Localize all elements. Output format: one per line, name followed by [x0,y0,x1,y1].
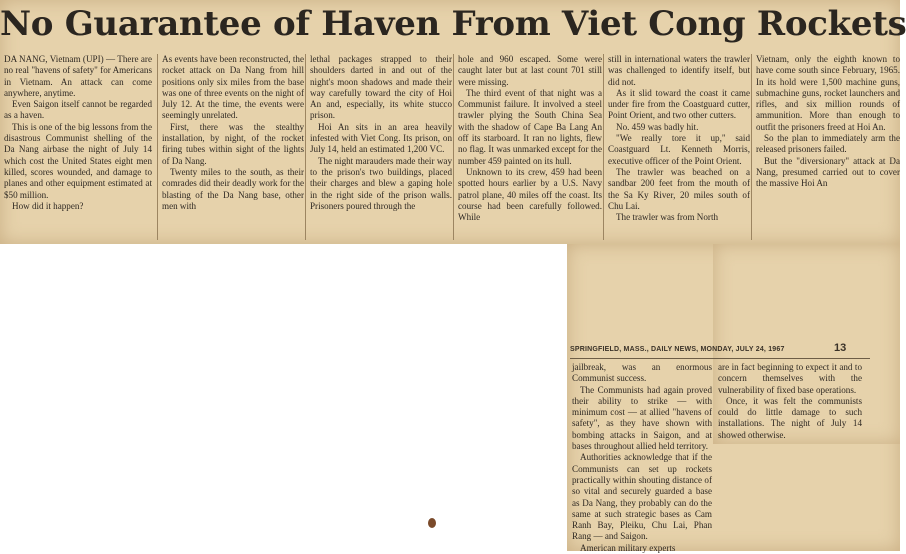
paragraph: Even Saigon itself cannot be regarded as a haven. [4,99,152,121]
paragraph: The trawler was from North [616,212,719,223]
paragraph: The night marauders made their way to the prison's two buildings, placed their charges and blew a gaping hole in the right side of the prison walls. Prisoners poured through the [310,155,452,211]
paragraph: Once, it was felt the communists could do little damage to such installations. The night of July 14 showed otherwise. [718,395,862,440]
paragraph: How did it happen? [12,200,84,211]
paragraph: So the plan to immediately arm the released prisoners failed. [756,133,900,155]
ink-stain [428,518,436,528]
paragraph: Twenty miles to the south, as their comrades did their deadly work for the blasting of the Da Nang base, other men with [162,166,304,211]
continuation-column-1 [572,362,712,553]
article-column-4 [458,54,602,242]
continuation-column-2 [718,362,862,446]
paragraph: The third event of that night was a Communist failure. It involved a steel trawler plying the South China Sea with the shadow of Cape Ba Lang An off its starboard. It ran no lights, flew no flag. It was unmarked except for the number 459 painted on its hull. [458,87,602,166]
dateline-rule [570,358,870,359]
paragraph: But the "diversionary" attack at Da Nang, presumed carried out to cover the massive Hoi An [756,155,900,189]
article-column-5 [608,54,750,242]
paragraph: still in international waters the trawler was challenged to identify itself, but did not. [608,54,750,87]
article-column-6 [756,54,900,242]
paragraph: As it slid toward the coast it came under fire from the Coastguard cutter, Point Orient, and two other cutters. [608,87,750,121]
paragraph: American military experts [580,542,676,553]
paragraph: "We really tore it up," said Coastguard Lt. Kenneth Morris, executive officer of the Point Orient. [608,133,750,166]
article-column-1 [4,54,152,242]
newspaper-dateline: SPRINGFIELD, MASS., DAILY NEWS, MONDAY, JULY 24, 1967 [570,346,785,353]
paragraph: As events have been reconstructed, the rocket attack on Da Nang from hill positions only six miles from the base was one of three events on the night of July 12. At the time, the events were seemingly unrelated. [162,54,304,121]
headline: No Guarantee of Haven From Viet Cong Rockets [0,4,906,44]
paragraph: Authorities acknowledge that if the Communists can set up rockets practically within shouting distance of so vital and securely guarded a base as Da Nang, they probably can do the same at such strategic bases as Cam Ranh Bay, Pleiku, Chu Lai, Phan Rang — and Saigon. [572,452,712,542]
paragraph: The trawler was beached on a sandbar 200 feet from the mouth of the Sa Ky River, 20 miles south of Chu Lai. [608,166,750,211]
paragraph: Unknown to its crew, 459 had been spotted hours earlier by a U.S. Navy patrol plane, 40 miles off the coast. Its course had been carefully followed. While [458,166,602,223]
article-column-2 [162,54,304,242]
paragraph: No. 459 was badly hit. [616,121,699,132]
article-columns [4,54,900,242]
paragraph: Vietnam, only the eighth known to have come south since February, 1965. In its hold were 1,500 machine guns, submachine guns, rocket launchers and rifles, and six million rounds of ammunition. More than enough to outfit the prisoners freed at Hoi An. [756,54,900,132]
page-number: 13 [834,342,847,354]
paragraph: DA NANG, Vietnam (UPI) — There are no real "havens of safety" for Americans in Vietnam. An attack can come anywhere, anytime. [4,54,152,98]
paragraph: hole and 960 escaped. Some were caught later but at last count 701 still were missing. [458,54,602,87]
paragraph: lethal packages strapped to their shoulders darted in and out of the night's moon shadows and made their way carefully toward the city of Hoi An and, especially, its white stucco prison. [310,54,452,121]
paragraph: The Communists had again proved their ability to strike — with minimum cost — at allied "havens of safety", as they have shown with bombing attacks in Saigon, and at bases throughout allied held territory. [572,384,712,452]
paragraph: are in fact beginning to expect it and to concern themselves with the vulnerability of fixed base operations. [718,362,862,395]
article-column-3 [310,54,452,242]
paragraph: First, there was the stealthy installation, by night, of the rocket firing tubes within sight of the lights of Da Nang. [162,121,304,166]
paragraph: This is one of the big lessons from the disastrous Communist shelling of the Da Nang airbase the night of July 14 which cost the United States eight men killed, scores wounded, and damage to planes and other equipment estimated at $50 million. [4,121,152,200]
paragraph: Hoi An sits in an area heavily infested with Viet Cong. Its prison, on July 14, held an estimated 1,200 VC. [310,121,452,155]
paragraph: jailbreak, was an enormous Communist success. [572,362,712,384]
